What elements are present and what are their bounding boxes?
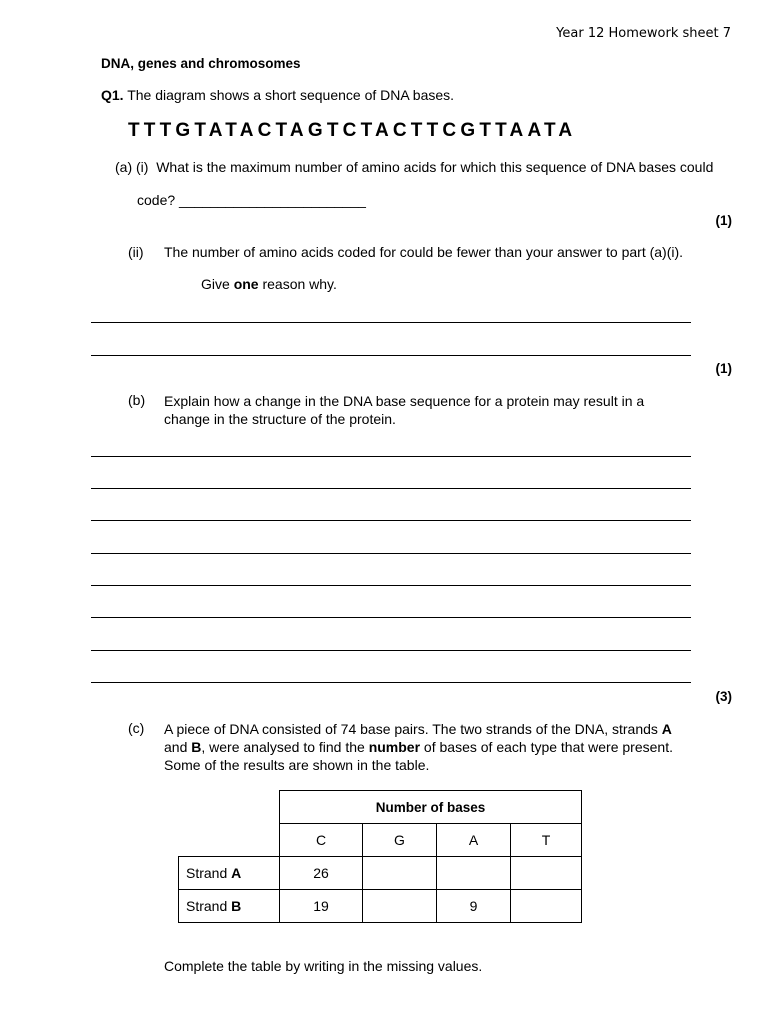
- column-header-a: A: [437, 824, 511, 857]
- part-a-ii-text: The number of amino acids coded for could be fewer than your answer to part (a)(i).: [164, 244, 684, 260]
- cell-a-a[interactable]: [437, 857, 511, 890]
- part-c-text-2: and: [164, 739, 192, 755]
- part-a-i-text-continued: code? ________________________: [137, 192, 366, 208]
- answer-line-b-7[interactable]: [91, 650, 691, 651]
- dna-sequence: TTTGTATACTAGTCTACTTCGTTAATA: [128, 120, 577, 141]
- answer-line-b-6[interactable]: [91, 617, 691, 618]
- part-a-i-text: What is the maximum number of amino acids for which this sequence of DNA bases could: [156, 159, 714, 175]
- part-c-strand-a: A: [661, 721, 672, 737]
- answer-line-b-8[interactable]: [91, 682, 691, 683]
- answer-line-a-ii-1[interactable]: [91, 322, 691, 323]
- row-label-strand-b: [179, 890, 280, 923]
- part-c-strand-b: B: [191, 739, 202, 755]
- answer-line-b-3[interactable]: [91, 520, 691, 521]
- table-header-number-of-bases: Number of bases: [280, 791, 582, 824]
- part-c-text: [164, 720, 691, 774]
- table-column-row: [179, 824, 582, 857]
- give-post: reason why.: [258, 276, 337, 292]
- cell-b-a[interactable]: 9: [437, 890, 511, 923]
- row-label-text: Strand: [186, 898, 232, 914]
- answer-line-b-2[interactable]: [91, 488, 691, 489]
- part-c-text-1: A piece of DNA consisted of 74 base pairs. The two strands of the DNA, strands: [164, 721, 662, 737]
- question-1-text: The diagram shows a short sequence of DNA bases.: [123, 87, 455, 103]
- row-label-strand-a: [179, 857, 280, 890]
- part-c-label: (c): [128, 720, 145, 736]
- complete-table-instruction: Complete the table by writing in the missing values.: [164, 958, 483, 974]
- answer-line-a-ii-2[interactable]: [91, 355, 691, 356]
- bases-table: [178, 790, 582, 923]
- cell-b-t[interactable]: [511, 890, 582, 923]
- table-row: [179, 857, 582, 890]
- cell-a-g[interactable]: [363, 857, 437, 890]
- row-label-text: Strand: [186, 865, 232, 881]
- table-header-row: [179, 791, 582, 824]
- part-a-i-label: (a) (i): [115, 159, 149, 175]
- part-a-ii-label: (ii): [128, 244, 144, 260]
- part-b-text: Explain how a change in the DNA base sequence for a protein may result in a change in the structure of the protein.: [164, 393, 645, 427]
- column-header-c: C: [280, 824, 363, 857]
- table-row: [179, 890, 582, 923]
- cell-a-t[interactable]: [511, 857, 582, 890]
- marks-a-ii: (1): [715, 361, 732, 376]
- header-sheet-title: Year 12 Homework sheet 7: [556, 26, 731, 41]
- part-c-number: number: [368, 739, 421, 755]
- give-reason-instruction: [201, 276, 337, 292]
- marks-a-i: (1): [715, 213, 732, 228]
- give-pre: Give: [201, 276, 234, 292]
- marks-b: (3): [715, 689, 732, 704]
- column-header-t: T: [511, 824, 582, 857]
- table-corner-2: [179, 824, 280, 857]
- question-1-intro: [101, 87, 454, 103]
- part-b-label: (b): [128, 392, 146, 408]
- cell-b-c[interactable]: 19: [280, 890, 363, 923]
- question-number: Q1.: [101, 87, 124, 103]
- answer-line-b-4[interactable]: [91, 553, 691, 554]
- part-c-text-4: of bases of each type that were present. Some of the results are shown in the table.: [164, 739, 673, 773]
- give-bold: one: [233, 276, 259, 292]
- answer-line-b-1[interactable]: [91, 456, 691, 457]
- part-c-text-3: , were analysed to find the: [201, 739, 369, 755]
- part-a-i: [115, 159, 713, 175]
- row-label-bold: B: [231, 898, 242, 914]
- table-corner: [179, 791, 280, 824]
- document-title: DNA, genes and chromosomes: [101, 56, 301, 71]
- answer-line-b-5[interactable]: [91, 585, 691, 586]
- row-label-bold: A: [231, 865, 242, 881]
- cell-b-g[interactable]: [363, 890, 437, 923]
- column-header-g: G: [363, 824, 437, 857]
- cell-a-c[interactable]: 26: [280, 857, 363, 890]
